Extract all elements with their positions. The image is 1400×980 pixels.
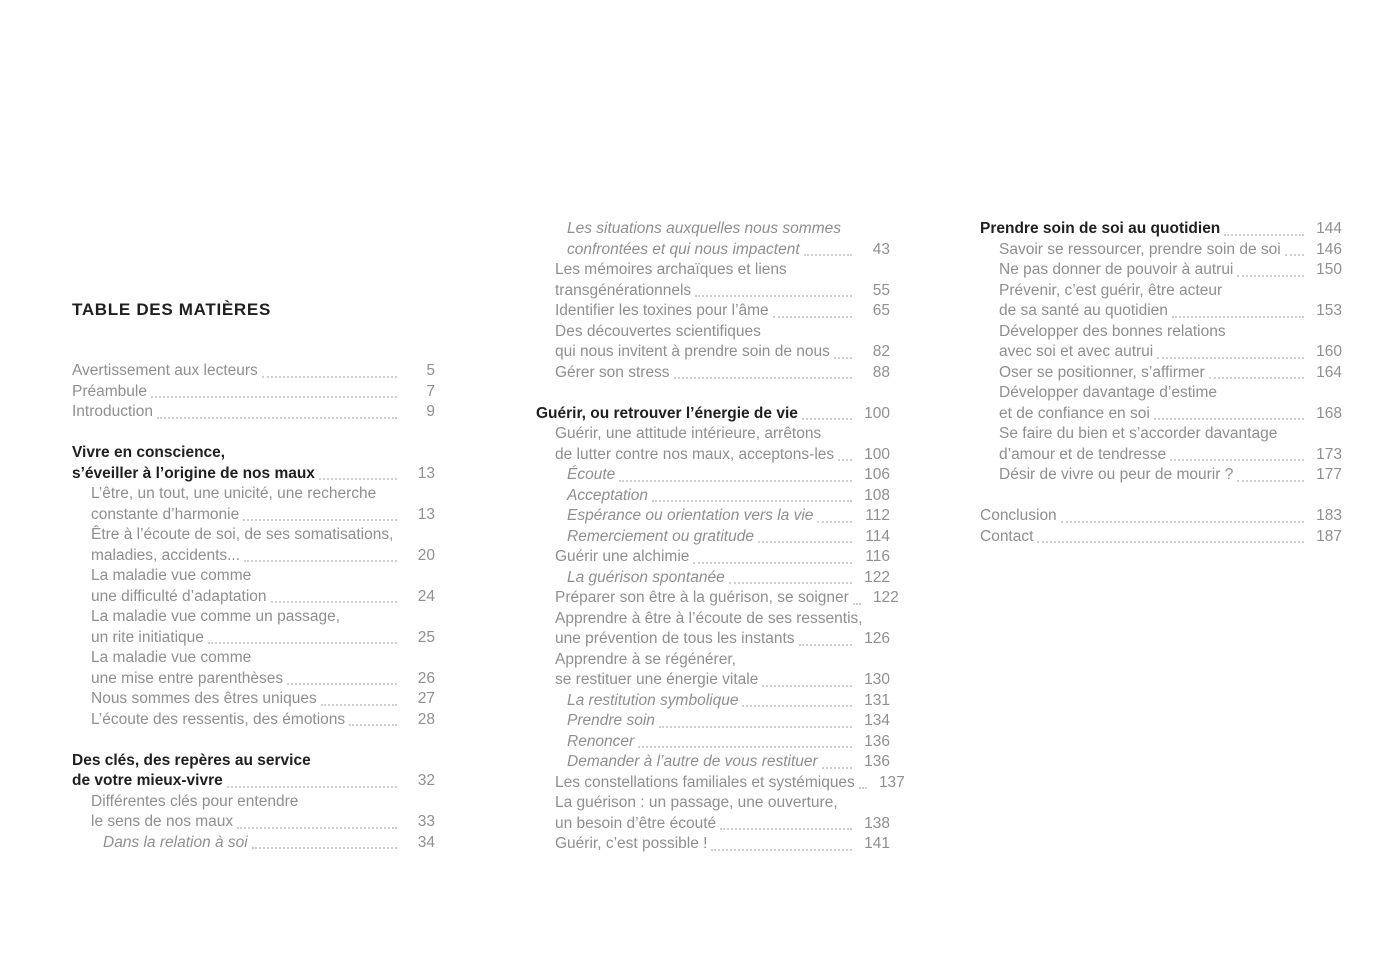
dot-leader [773,316,852,318]
toc-entry [536,506,890,527]
toc-entry-line [555,793,890,814]
page-number: 187 [1316,527,1342,545]
dot-leader [804,254,852,256]
toc-entry [536,486,890,507]
toc-entry-text: d’amour et de tendresse [999,445,1167,463]
toc-entry-line [567,219,890,240]
page-number: 141 [864,835,890,852]
toc-entry-text: s’éveiller à l’origine de nos maux [72,464,315,482]
toc-entry-text: Des clés, des repères au service [72,751,311,769]
toc-entry-text: La maladie vue comme [91,649,252,666]
toc-entry [536,793,890,834]
page-number: 13 [417,505,435,523]
toc-entry-line [999,445,1342,466]
toc-entry-text: Ne pas donner de pouvoir à autrui [999,261,1234,278]
toc-entry-text: Apprendre à être à l’écoute de ses ressentis, [555,609,863,627]
toc-entry-line [555,301,890,322]
toc-entry-text: La guérison : un passage, une ouverture, [555,794,838,811]
dot-leader [711,849,852,851]
toc-entry-line [999,383,1342,404]
toc-entry-text: Savoir se ressourcer, prendre soin de soi [999,240,1281,258]
page-number: 32 [417,772,435,789]
toc-entry [536,465,890,486]
page-number: 126 [864,630,890,647]
toc-entry-text: et de confiance en soi [999,404,1150,422]
toc-entry-line [555,260,890,281]
toc-entry-line [999,240,1342,261]
page-number: 43 [872,240,890,258]
toc-entry [980,260,1342,281]
toc-entry-line [555,588,899,609]
dot-leader [720,828,852,830]
toc-entry-text: Les situations auxquelles nous sommes [567,220,841,237]
toc-entry [536,834,890,855]
toc-entry-text: Prendre soin [567,712,655,729]
toc-entry-text: maladies, accidents... [91,546,241,564]
toc-entry-line [555,424,890,445]
page-number: 106 [864,466,890,483]
toc-entry-text: confrontées et qui nous impactent [567,240,800,258]
page-number: 164 [1316,363,1342,381]
toc-entry-line [567,240,890,261]
dot-leader [1237,275,1304,277]
toc-entry [980,363,1342,384]
toc-entry-line [567,752,890,773]
toc-entry-text: un besoin d’être écouté [555,814,717,832]
page-number: 130 [864,671,890,688]
page-number: 150 [1316,261,1342,278]
toc-entry [536,404,890,425]
toc-entry-line [103,833,435,854]
toc-entry-text: Préambule [72,382,147,400]
page-number: 28 [417,710,435,728]
toc-entry-text: La restitution symbolique [567,691,739,709]
toc-entry-text: Guérir une alchimie [555,548,690,565]
toc-entry-line [555,445,890,466]
toc-entry-text: La maladie vue comme un passage, [91,608,341,625]
toc-entry-text: Guérir, c’est possible ! [555,835,708,852]
toc-entry-line [999,465,1342,486]
toc-entry-line [555,547,890,568]
toc-entry-line [555,342,890,363]
toc-entry-line [72,464,435,485]
page-number: 116 [865,548,890,565]
toc-entry-line [555,281,890,302]
toc-entry-text: le sens de nos maux [91,813,234,830]
toc-entry-line [555,650,890,671]
toc-entry [536,568,890,589]
toc-entry [536,363,890,384]
toc-entry [72,484,435,525]
toc-entry-line [72,402,435,423]
toc-entry-text: Écoute [567,466,616,483]
toc-entry-line [999,322,1342,343]
toc-entry [536,773,905,794]
page-number: 144 [1316,220,1342,237]
toc-entry-text: une difficulté d’adaptation [91,587,267,605]
toc-entry-line [91,792,435,813]
dot-leader [1037,541,1304,543]
toc-entry-text: L’écoute des ressentis, des émotions [91,710,346,728]
dot-leader [1209,377,1304,379]
toc-entry-line [555,363,890,384]
toc-entry-line [999,342,1342,363]
toc-entry-line [91,628,435,649]
toc-entries-column-2 [536,219,905,855]
toc-entry [536,650,890,691]
toc-entry [980,240,1342,261]
toc-entry-text: Avertissement aux lecteurs [72,362,258,379]
page-number: 100 [864,445,890,463]
toc-entry [72,607,435,648]
toc-entry-line [567,465,890,486]
toc-entry-line [999,424,1342,445]
page-number: 177 [1316,466,1342,483]
toc-entry-text: se restituer une énergie vitale [555,671,759,688]
toc-entries-column-3 [980,219,1342,547]
toc-entry-text: Conclusion [980,507,1057,524]
toc-entry-text: un rite initiatique [91,628,204,646]
toc-entry-line [72,443,435,464]
dot-leader [695,295,852,297]
toc-entry [72,382,435,403]
toc-entry-text: La maladie vue comme [91,567,252,584]
toc-entry-line [72,751,435,772]
toc-entry [536,547,890,568]
page-number: 122 [864,568,890,586]
toc-entry-text: Guérir, une attitude intérieure, arrêtons [555,425,822,442]
dot-leader [817,521,852,523]
toc-entry [980,322,1342,363]
toc-entry [72,525,435,566]
toc-entry-text: Des découvertes scientifiques [555,322,761,340]
toc-entry-line [999,363,1342,384]
toc-entry-text: Renoncer [567,732,635,750]
toc-entry-text: constante d’harmonie [91,505,240,523]
page-number: 33 [417,813,435,830]
page-number: 9 [426,403,435,420]
toc-entry-line [91,648,435,669]
toc-entry-text: Prendre soin de soi au quotidien [980,220,1221,237]
toc-entry-text: Être à l’écoute de soi, de ses somatisations, [91,526,394,543]
toc-entry-line [91,607,435,628]
toc-entry-text: L’être, un tout, une unicité, une recherche [91,485,377,502]
toc-entry [72,443,435,484]
page-number: 153 [1316,302,1342,319]
toc-entry [72,792,435,833]
page-number: 13 [417,464,435,482]
toc-entry [536,732,890,753]
dot-leader [1157,357,1304,359]
page-number: 88 [872,363,890,381]
toc-entry-text: Contact [980,527,1034,545]
toc-entry-line [555,670,890,691]
dot-leader [151,396,397,398]
page-number: 160 [1316,343,1342,360]
toc-entry-text: Guérir, ou retrouver l’énergie de vie [536,404,798,422]
toc-entry-text: Nous sommes des êtres uniques [91,690,317,707]
toc-entry [536,260,890,301]
page-number: 131 [864,691,890,709]
toc-entry-text: une mise entre parenthèses [91,669,284,687]
dot-leader [321,704,397,706]
toc-entry-line [91,546,435,567]
toc-entry [72,648,435,689]
toc-entry [72,566,435,607]
dot-leader [244,560,397,562]
toc-entry-line [999,404,1342,425]
dot-leader [652,500,852,502]
dot-leader [729,582,852,584]
dot-leader [693,562,852,564]
dot-leader [659,726,852,728]
toc-entry [72,402,435,423]
toc-entry-line [567,732,890,753]
toc-entry-line [567,568,890,589]
toc-entry [536,322,890,363]
dot-leader [762,685,852,687]
dot-leader [758,541,852,543]
toc-column-1 [72,300,435,853]
toc-entry-line [999,301,1342,322]
toc-entry-line [567,527,890,548]
toc-entry-text: Dans la relation à soi [103,833,248,851]
toc-entry-text: Développer davantage d’estime [999,384,1217,401]
dot-leader [1061,521,1304,523]
toc-entry-line [72,382,435,403]
page-number: 27 [417,690,435,707]
page-number: 138 [864,814,890,832]
dot-leader [1285,254,1304,256]
toc-entry [536,219,890,260]
dot-leader [802,418,852,420]
page-number: 136 [864,753,890,770]
page-number: 100 [864,404,890,422]
toc-entry-text: Gérer son stress [555,363,670,381]
toc-entry [72,710,435,731]
toc-entry-line [555,834,890,855]
dot-leader [349,724,397,726]
page-number: 25 [417,628,435,646]
toc-entry [980,383,1342,424]
toc-entry-line [980,506,1342,527]
dot-leader [252,847,397,849]
page-number: 137 [878,773,905,791]
toc-entry-line [72,771,435,792]
toc-entry-text: Identifier les toxines pour l’âme [555,302,769,319]
toc-entry-text: avec soi et avec autrui [999,343,1154,360]
toc-entry-text: Apprendre à se régénérer, [555,650,736,668]
dot-leader [853,603,861,605]
toc-entry-text: une prévention de tous les instants [555,630,795,647]
dot-leader [227,786,397,788]
dot-leader [237,827,397,829]
page-number: 108 [864,486,890,504]
toc-entry-line [567,691,890,712]
page-number: 82 [872,343,890,360]
toc-entry [72,361,435,382]
toc-entry-text: Différentes clés pour entendre [91,792,299,810]
toc-entry [536,301,890,322]
page-number: 183 [1316,507,1342,524]
toc-entry-text: qui nous invitent à prendre soin de nous [555,343,830,360]
toc-entry [536,609,890,650]
page-number: 134 [864,712,890,729]
dot-leader [243,519,397,521]
toc-column-2 [536,219,905,855]
dot-leader [1237,480,1304,482]
toc-entry-line [91,812,435,833]
page-title: TABLE DES MATIÈRES [72,300,271,319]
toc-entry-line [555,814,890,835]
toc-entry-line [536,404,890,425]
page-number: 20 [417,546,435,564]
page-number: 146 [1316,240,1342,258]
toc-entry-text: de votre mieux-vivre [72,772,223,789]
toc-entry [980,465,1342,486]
page-number: 112 [865,507,890,524]
page-number: 65 [872,302,890,319]
dot-leader [1224,234,1304,236]
toc-entry-line [555,629,890,650]
toc-entry [72,833,435,854]
toc-entry-line [91,484,435,505]
page-number: 114 [865,527,890,545]
toc-entry [536,527,890,548]
toc-entry [536,711,890,732]
toc-column-3 [980,219,1342,547]
toc-entry-line [999,260,1342,281]
toc-entry-line [91,710,435,731]
toc-entry [980,281,1342,322]
dot-leader [287,683,397,685]
dot-leader [1154,418,1304,420]
page-number: 5 [426,362,435,379]
toc-entry-text: Désir de vivre ou peur de mourir ? [999,466,1234,483]
dot-leader [157,417,397,419]
toc-entry-line [91,689,435,710]
toc-entry-line [91,525,435,546]
toc-entry-text: La guérison spontanée [567,568,725,586]
toc-entry-line [91,669,435,690]
toc-entry [980,506,1342,527]
toc-entry-line [91,587,435,608]
toc-entry-text: de lutter contre nos maux, acceptons-les [555,445,835,463]
page-number: 55 [872,281,890,299]
dot-leader [262,376,397,378]
toc-entry [72,689,435,710]
page-number: 34 [417,833,435,851]
toc-entry-line [567,486,890,507]
page-number: 7 [426,382,435,400]
page-number: 136 [864,732,890,750]
toc-entry-line [555,773,905,794]
dot-leader [208,642,397,644]
dot-leader [838,459,852,461]
dot-leader [822,767,852,769]
dot-leader [742,705,852,707]
dot-leader [271,601,397,603]
toc-entry-text: Oser se positionner, s’affirmer [999,363,1205,381]
toc-entry-line [980,219,1342,240]
toc-entry-line [567,506,890,527]
toc-entry-text: Développer des bonnes relations [999,322,1226,340]
toc-entry [536,588,899,609]
toc-entry-text: de sa santé au quotidien [999,302,1168,319]
toc-entry [980,424,1342,465]
dot-leader [319,478,397,480]
toc-entry-line [555,322,890,343]
toc-entry [536,752,890,773]
toc-entry [536,424,890,465]
dot-leader [834,357,852,359]
toc-entry-text: Préparer son être à la guérison, se soigner [555,589,849,606]
toc-entry-text: transgénérationnels [555,281,692,299]
toc-entry-line [555,609,890,630]
toc-entry-text: Acceptation [567,486,648,504]
toc-entry-text: Les mémoires archaïques et liens [555,261,787,278]
dot-leader [638,746,852,748]
toc-entry-line [999,281,1342,302]
toc-entry-text: Demander à l’autre de vous restituer [567,753,818,770]
toc-entry-line [91,566,435,587]
toc-entry-line [980,527,1342,548]
toc-entry-text: Remerciement ou gratitude [567,527,754,545]
toc-entry-line [72,361,435,382]
dot-leader [1170,459,1304,461]
toc-entries-column-1 [72,361,435,853]
toc-entry-text: Espérance ou orientation vers la vie [567,507,814,524]
page-number: 168 [1316,404,1342,422]
dot-leader [619,480,852,482]
page-number: 173 [1316,445,1342,463]
toc-entry [980,219,1342,240]
page-number: 122 [872,589,899,606]
toc-entry-line [567,711,890,732]
dot-leader [1172,316,1304,318]
toc-entry [72,751,435,792]
toc-entry-text: Les constellations familiales et systémiques [555,773,855,791]
dot-leader [674,377,852,379]
page-number: 26 [417,669,435,687]
toc-entry-text: Prévenir, c’est guérir, être acteur [999,281,1223,299]
toc-entry-text: Introduction [72,403,153,420]
toc-entry-line [91,505,435,526]
page-number: 24 [417,587,435,605]
toc-entry-text: Se faire du bien et s’accorder davantage [999,425,1278,442]
dot-leader [799,644,852,646]
toc-entry [536,691,890,712]
toc-entry [980,527,1342,548]
dot-leader [859,787,867,789]
toc-entry-text: Vivre en conscience, [72,444,226,461]
